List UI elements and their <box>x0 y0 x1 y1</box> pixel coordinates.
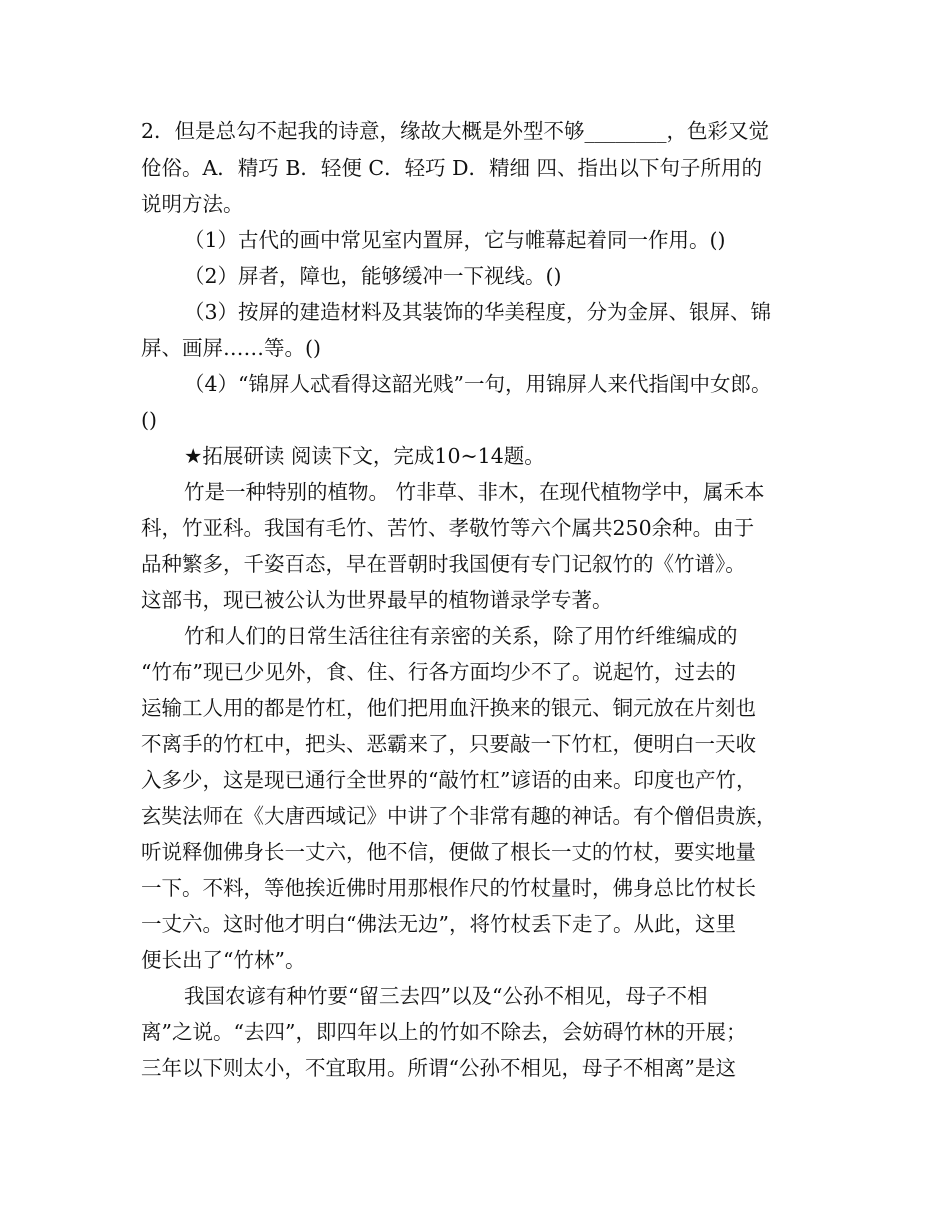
paragraph-2-line-5: 入多少，这是现已通行全世界的“敲竹杠”谚语的由来。印度也产竹， <box>141 768 757 792</box>
paragraph-3-line-3: 三年以下则太小，不宜取用。所谓“公孙不相见，母子不相离”是这 <box>141 1056 736 1080</box>
paragraph-2-line-3: 运输工人用的都是竹杠，他们把用血汗换来的银元、铜元放在片刻也 <box>141 696 756 720</box>
reading-section-heading-text: 拓展研读 阅读下文，完成10~14题。 <box>202 444 545 468</box>
question-2-line-1: 2．但是总勾不起我的诗意，缘故大概是外型不够________，色彩又觉 <box>141 119 770 143</box>
sub-question-4-line-2: () <box>141 408 157 432</box>
reading-section-heading <box>184 441 884 471</box>
paragraph-1-line-3: 品种繁多，千姿百态，早在晋朝时我国便有专门记叙竹的《竹谱》。 <box>141 552 746 576</box>
paragraph-1-line-2: 科，竹亚科。我国有毛竹、苦竹、孝敬竹等六个属共250余种。由于 <box>141 516 755 540</box>
paragraph-2-line-2: “竹布”现已少见外，食、住、行各方面均少不了。说起竹，过去的 <box>141 660 736 684</box>
paragraph-2-line-4: 不离手的竹杠中，把头、恶霸来了，只要敲一下竹杠，便明白一天收 <box>141 732 756 756</box>
paragraph-2-line-1: 竹和人们的日常生活往往有亲密的关系，除了用竹纤维编成的 <box>184 624 738 648</box>
paragraph-2-line-10: 便长出了“竹林”。 <box>141 948 306 972</box>
question-2-line-2: 伧俗。A．精巧 B．轻便 C．轻巧 D．精细 四、指出以下句子所用的 <box>141 156 763 180</box>
paragraph-2-line-6: 玄奘法师在《大唐西域记》中讲了个非常有趣的神话。有个僧侣贵族， <box>141 804 777 828</box>
sub-question-3-line-2: 屏、画屏……等。() <box>141 336 321 360</box>
paragraph-2-line-8: 一下。不料，等他挨近佛时用那根作尺的竹杖量时，佛身总比竹杖长 <box>141 876 756 900</box>
paragraph-3-line-1: 我国农谚有种竹要“留三去四”以及“公孙不相见，母子不相 <box>184 984 708 1008</box>
paragraph-1-line-1: 竹是一种特别的植物。 竹非草、非木，在现代植物学中，属禾本 <box>184 480 765 504</box>
star-icon: ★ <box>184 444 203 468</box>
sub-question-4-line-1: （4）“锦屏人忒看得这韶光贱”一句，用锦屏人来代指闺中女郎。 <box>184 372 772 396</box>
paragraph-3-line-2: 离”之说。“去四”，即四年以上的竹如不除去，会妨碍竹林的开展； <box>141 1020 747 1044</box>
paragraph-1-line-4: 这部书，现已被公认为世界最早的植物谱录学专著。 <box>141 588 613 612</box>
paragraph-2-line-9: 一丈六。这时他才明白“佛法无边”，将竹杖丢下走了。从此，这里 <box>141 912 736 936</box>
paragraph-2-line-7: 听说释伽佛身长一丈六，他不信，便做了根长一丈的竹杖，要实地量 <box>141 840 756 864</box>
question-2-line-3: 说明方法。 <box>141 192 244 216</box>
sub-question-3-line-1: （3）按屏的建造材料及其装饰的华美程度，分为金屏、银屏、锦 <box>184 300 772 324</box>
sub-question-1: （1）古代的画中常见室内置屏，它与帷幕起着同一作用。() <box>184 228 726 252</box>
sub-question-2: （2）屏者，障也，能够缓冲一下视线。() <box>184 264 562 288</box>
